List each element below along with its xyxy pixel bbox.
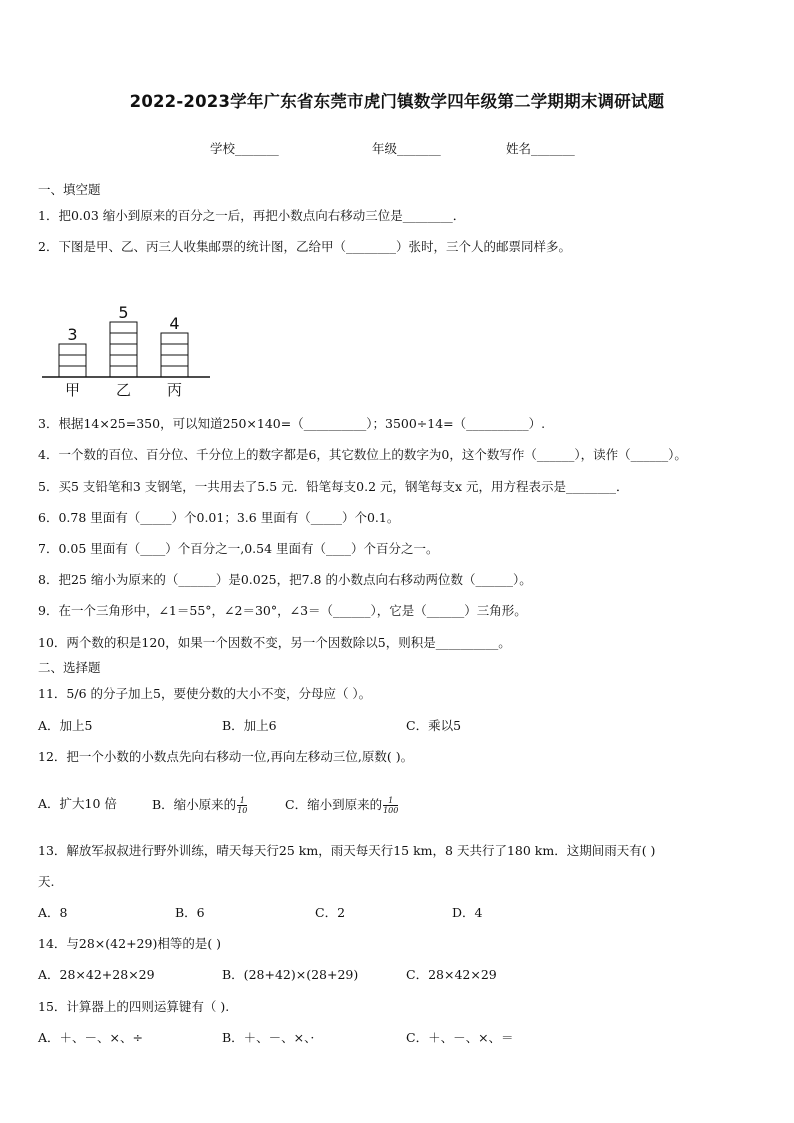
- fraction-one-hundredth: [383, 796, 398, 815]
- q11-option-b: B．加上6: [222, 718, 277, 733]
- fraction-numerator: 1: [237, 796, 247, 806]
- bar-value-label: 3: [67, 325, 78, 344]
- question-9: 9．在一个三角形中，∠1＝55°，∠2＝30°，∠3＝（______），它是（______）三角形。: [38, 603, 527, 618]
- q11-option-a: A．加上5: [38, 718, 93, 733]
- q12-option-b-text: B．缩小原来的: [152, 797, 237, 812]
- name-field: 姓名_______: [506, 141, 575, 156]
- stamp-cell: [59, 355, 86, 366]
- bar-category-label: 甲: [64, 381, 81, 399]
- question-13-line-1: 13．解放军叔叔进行野外训练，晴天每天行25 km，雨天每天行15 km，8 天共行了180 km．这期间雨天有( ): [38, 843, 656, 858]
- bar-value-label: 5: [118, 303, 129, 322]
- stamp-cell: [161, 366, 188, 377]
- stamp-cell: [110, 344, 137, 355]
- question-3: 3．根据14×25=350，可以知道250×140=（__________）；3500÷14=（__________）.: [38, 416, 546, 431]
- stamp-chart: [38, 270, 218, 402]
- q11-option-c: C．乘以5: [406, 718, 462, 733]
- q13-option-b: B．6: [175, 905, 205, 920]
- question-1: 1．把0.03 缩小到原来的百分之一后，再把小数点向右移动三位是________．: [38, 208, 466, 223]
- question-7: 7．0.05 里面有（____）个百分之一,0.54 里面有（____）个百分之一。: [38, 541, 439, 556]
- q15-option-c: C．＋、－、×、＝: [406, 1030, 514, 1045]
- fraction-denominator: 100: [383, 806, 399, 815]
- question-12: 12．把一个小数的小数点先向右移动一位,再向左移动三位,原数( )。: [38, 749, 414, 764]
- school-field: 学校_______: [210, 141, 279, 156]
- question-10: 10．两个数的积是120，如果一个因数不变，另一个因数除以5，则积是__________。: [38, 635, 511, 650]
- bar-category-label: 乙: [115, 381, 132, 399]
- q14-option-a: A．28×42+28×29: [38, 967, 155, 982]
- question-4: 4．一个数的百位、百分位、千分位上的数字都是6，其它数位上的数字为0，这个数写作（______），读作（______）。: [38, 447, 687, 462]
- fraction-numerator: 1: [383, 796, 398, 806]
- q14-option-c: C．28×42×29: [406, 967, 497, 982]
- q14-option-b: B．(28+42)×(28+29): [222, 967, 359, 982]
- fraction-one-tenth: [237, 796, 247, 815]
- section-multiple-choice: 二、选择题: [38, 660, 101, 675]
- q15-option-b: B．＋、－、×、·: [222, 1030, 315, 1045]
- section-fill-blank: 一、填空题: [38, 182, 101, 197]
- stamp-cell: [59, 344, 86, 355]
- question-14: 14．与28×(42+29)相等的是( ): [38, 936, 222, 951]
- stamp-cell: [110, 355, 137, 366]
- question-15: 15．计算器上的四则运算键有（ ).: [38, 999, 230, 1014]
- fraction-denominator: 10: [237, 806, 248, 815]
- q15-option-a: A．＋、－、×、÷: [38, 1030, 143, 1045]
- bar-value-label: 4: [169, 314, 180, 333]
- q12-option-c: [285, 796, 398, 815]
- grade-field: 年级_______: [372, 141, 441, 156]
- question-2: 2．下图是甲、乙、丙三人收集邮票的统计图，乙给甲（________）张时，三个人的邮票同样多。: [38, 239, 571, 254]
- q12-option-c-text: C．缩小到原来的: [285, 797, 383, 812]
- stamp-cell: [110, 366, 137, 377]
- question-13-line-2: 天.: [38, 874, 55, 889]
- q13-option-a: A．8: [38, 905, 68, 920]
- page-title: 2022-2023学年广东省东莞市虎门镇数学四年级第二学期期末调研试题: [129, 92, 665, 111]
- stamp-cell: [110, 322, 137, 333]
- question-8: 8．把25 缩小为原来的（______）是0.025，把7.8 的小数点向右移动两位数（______）。: [38, 572, 532, 587]
- q12-option-b: [152, 796, 247, 815]
- q12-option-a: A．扩大10 倍: [38, 796, 117, 811]
- stamp-cell: [59, 366, 86, 377]
- stamp-cell: [110, 333, 137, 344]
- stamp-cell: [161, 333, 188, 344]
- stamp-cell: [161, 344, 188, 355]
- question-11: 11．5/6 的分子加上5，要使分数的大小不变，分母应（ ）。: [38, 686, 372, 701]
- q13-option-c: C．2: [315, 905, 346, 920]
- question-5: 5．买5 支铅笔和3 支钢笔，一共用去了5.5 元．铅笔每支0.2 元，钢笔每支x 元，用方程表示是________．: [38, 479, 629, 494]
- bar-category-label: 丙: [166, 381, 183, 399]
- stamp-cell: [161, 355, 188, 366]
- q13-option-d: D．4: [452, 905, 483, 920]
- question-6: 6．0.78 里面有（_____）个0.01；3.6 里面有（_____）个0.1。: [38, 510, 400, 525]
